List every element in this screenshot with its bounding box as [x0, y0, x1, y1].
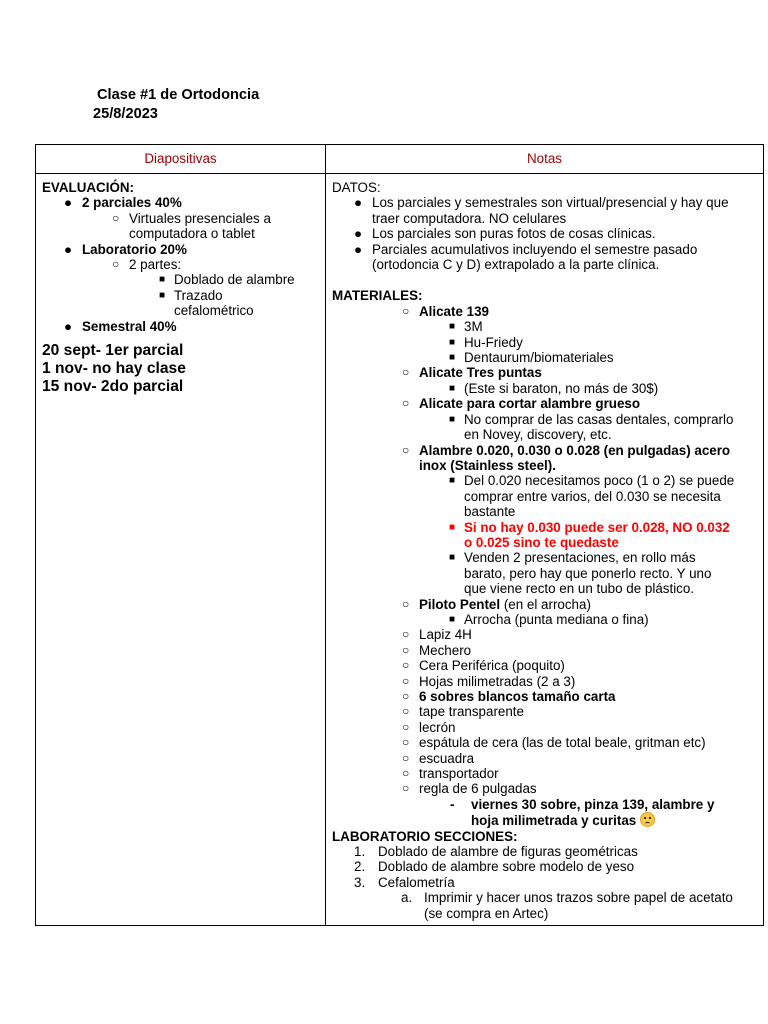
list-item: ○ Mechero	[402, 642, 472, 658]
list-item: ○ Alicate 139	[402, 303, 489, 319]
notas-cell	[326, 174, 764, 926]
square-bullet-icon: ■	[449, 382, 456, 394]
circle-bullet-icon: ○	[402, 689, 410, 703]
table-body-row	[36, 174, 764, 926]
circle-bullet-icon: ○	[402, 627, 410, 642]
list-item: 1. Doblado de alambre de figuras geométricas	[354, 844, 638, 860]
list-item-continuation: o 0.025 sino te quedaste	[464, 534, 619, 550]
list-item: ■ (Este si baraton, no más de 30$)	[449, 380, 659, 396]
list-item-continuation: hoja milimetrada y curitas	[332, 812, 757, 828]
bullet-icon: ●	[354, 195, 363, 211]
list-number: 2.	[354, 859, 366, 875]
list-item: - viernes 30 sobre, pinza 139, alambre y	[450, 796, 715, 812]
circle-bullet-icon: ○	[112, 210, 120, 225]
list-item: ○ 2 partes:	[112, 257, 182, 273]
circle-bullet-icon: ○	[402, 442, 410, 457]
list-item-continuation: que viene recto en un tubo de plástico.	[464, 581, 695, 597]
list-item: ■ Trazado	[159, 287, 223, 303]
bullet-icon: ●	[64, 318, 73, 334]
list-number: 3.	[354, 874, 366, 890]
square-bullet-icon: ■	[449, 413, 456, 425]
slightly-frowning-face-icon	[640, 812, 655, 827]
list-item: ● 2 parciales 40%	[64, 195, 182, 211]
circle-bullet-icon: ○	[402, 303, 410, 318]
square-bullet-icon: ■	[449, 552, 456, 564]
circle-bullet-icon: ○	[402, 396, 410, 411]
circle-bullet-icon: ○	[402, 596, 410, 611]
list-item: ○ Piloto Pentel (en el arrocha)	[402, 596, 591, 612]
list-item: ● Los parciales y semestrales son virtual/presencial y hay que	[354, 195, 729, 211]
square-bullet-icon: ■	[449, 336, 456, 348]
list-item-continuation: inox (Stainless steel).	[419, 457, 556, 473]
exam-date-3: 15 nov- 2do parcial	[42, 378, 184, 396]
dash-bullet-icon: -	[450, 796, 455, 812]
list-item-continuation: en Novey, discovery, etc.	[464, 427, 612, 443]
list-item: ■ Arrocha (punta mediana o fina)	[449, 611, 649, 627]
list-item: ○ Lapiz 4H	[402, 627, 472, 643]
list-item: ○ Alicate para cortar alambre grueso	[402, 396, 641, 412]
list-item: ○ Virtuales presenciales a	[112, 210, 271, 226]
circle-bullet-icon: ○	[402, 766, 410, 781]
evaluacion-heading: EVALUACIÓN:	[42, 180, 134, 195]
list-item: ● Semestral 40%	[64, 318, 177, 334]
list-item-continuation: (se compra en Artec)	[424, 905, 549, 921]
diapositivas-cell	[36, 174, 326, 926]
list-item: ○ transportador	[402, 766, 499, 782]
list-item: ■ Dentaurum/biomateriales	[449, 350, 614, 366]
bullet-icon: ●	[354, 241, 363, 257]
column-header-diapositivas: Diapositivas	[36, 145, 326, 174]
list-item: 3. Cefalometría	[354, 874, 455, 890]
document-date: 25/8/2023	[93, 106, 158, 122]
circle-bullet-icon: ○	[402, 719, 410, 734]
square-bullet-icon: ■	[449, 521, 456, 533]
list-item: ■ Del 0.020 necesitamos poco (1 o 2) se puede	[449, 473, 735, 489]
list-item-continuation: traer computadora. NO celulares	[372, 210, 567, 226]
list-letter: a.	[401, 890, 413, 906]
list-item: 2. Doblado de alambre sobre modelo de yeso	[354, 859, 635, 875]
datos-heading: DATOS:	[332, 180, 381, 195]
bullet-icon: ●	[354, 226, 363, 242]
notes-table	[35, 144, 764, 926]
square-bullet-icon: ■	[449, 475, 456, 487]
table-header-row	[36, 145, 764, 174]
list-item: a. Imprimir y hacer unos trazos sobre papel de acetato	[401, 890, 733, 906]
list-item-continuation: cefalométrico	[174, 303, 254, 319]
list-item: ○ espátula de cera (las de total beale, gritman etc)	[402, 735, 706, 751]
list-item: ■ Doblado de alambre	[159, 272, 295, 288]
laboratorio-heading: LABORATORIO SECCIONES:	[332, 828, 518, 844]
circle-bullet-icon: ○	[402, 781, 410, 796]
circle-bullet-icon: ○	[402, 642, 410, 657]
document-title: Clase #1 de Ortodoncia	[97, 87, 260, 103]
list-item-continuation: computadora o tablet	[129, 226, 255, 242]
column-header-notas: Notas	[326, 145, 764, 174]
list-item: ○ Hojas milimetradas (2 a 3)	[402, 673, 576, 689]
bullet-icon: ●	[64, 195, 73, 211]
circle-bullet-icon: ○	[402, 673, 410, 688]
list-item: ○ tape transparente	[402, 704, 524, 720]
list-item: ■ No comprar de las casas dentales, comprarlo	[449, 411, 734, 427]
square-bullet-icon: ■	[449, 352, 456, 364]
list-item: ● Los parciales son puras fotos de cosas clínicas.	[354, 226, 656, 242]
list-item: ■ Venden 2 presentaciones, en rollo más	[449, 550, 696, 566]
list-item-continuation: barato, pero hay que ponerlo recto. Y uno	[464, 565, 712, 581]
list-item: ○ 6 sobres blancos tamaño carta	[402, 689, 616, 704]
circle-bullet-icon: ○	[402, 365, 410, 380]
list-item: ○ lecrón	[402, 719, 456, 735]
square-bullet-icon: ■	[159, 289, 166, 301]
list-item-continuation: (ortodoncia C y D) extrapolado a la parte clínica.	[372, 257, 660, 273]
list-item: ■ 3M	[449, 319, 483, 335]
exam-date-2: 1 nov- no hay clase	[42, 360, 186, 378]
circle-bullet-icon: ○	[402, 735, 410, 750]
list-item: ○ escuadra	[402, 750, 475, 766]
list-item: ○ Cera Periférica (poquito)	[402, 658, 565, 674]
list-item-highlight: ■ Si no hay 0.030 puede ser 0.028, NO 0.032	[449, 519, 730, 535]
circle-bullet-icon: ○	[402, 704, 410, 719]
exam-date-1: 20 sept- 1er parcial	[42, 342, 184, 360]
list-item: ■ Hu-Friedy	[449, 334, 523, 350]
list-item: ○ Alambre 0.020, 0.030 o 0.028 (en pulgadas) acero	[402, 442, 731, 458]
list-item: ○ Alicate Tres puntas	[402, 365, 542, 381]
bullet-icon: ●	[64, 241, 73, 257]
square-bullet-icon: ■	[449, 321, 456, 333]
circle-bullet-icon: ○	[402, 750, 410, 765]
square-bullet-icon: ■	[159, 274, 166, 286]
circle-bullet-icon: ○	[402, 658, 410, 673]
list-item: ○ regla de 6 pulgadas	[402, 781, 537, 797]
list-item: ● Laboratorio 20%	[64, 241, 187, 257]
list-item: ● Parciales acumulativos incluyendo el semestre pasado	[354, 241, 698, 257]
list-number: 1.	[354, 844, 366, 860]
square-bullet-icon: ■	[449, 613, 456, 625]
circle-bullet-icon: ○	[112, 257, 120, 272]
list-item-continuation: comprar entre varios, del 0.030 se necesita	[464, 488, 721, 504]
list-item-continuation: bastante	[464, 504, 516, 520]
materiales-heading: MATERIALES:	[332, 288, 423, 304]
